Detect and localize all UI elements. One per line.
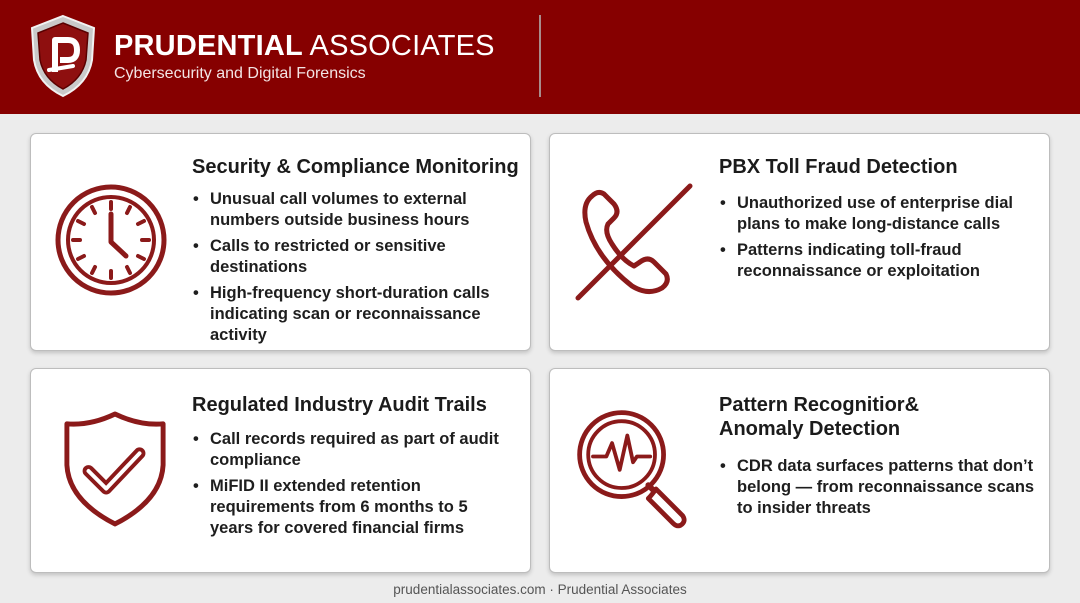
card-title: [719, 393, 919, 441]
brand-tagline: Cybersecurity and Digital Forensics: [114, 65, 366, 82]
list-item: • Unauthorized use of enterprise dial plans to make long-distance calls: [719, 193, 1029, 235]
list-item: • CDR data surfaces patterns that don’t belong — from reconnaissance scans to insider threats: [719, 456, 1037, 519]
magnifier-pulse-icon: [572, 405, 696, 529]
card-title: PBX Toll Fraud Detection: [719, 156, 958, 178]
header-banner: [0, 0, 1080, 114]
bullet-list: [192, 429, 512, 544]
bullet-list: [719, 456, 1037, 524]
card-title-line1: Pattern Recognitior&: [719, 394, 920, 416]
card-pattern-recognition: [549, 368, 1050, 573]
brand-name: [114, 30, 495, 62]
footer-text: prudentialassociates.com · Prudential Associates: [393, 582, 687, 597]
card-title-line2: Anomaly Detection: [719, 418, 901, 440]
card-security-compliance: [30, 133, 531, 351]
header-divider: [539, 15, 541, 97]
card-pbx-toll-fraud: [549, 133, 1050, 351]
list-item: • Unusual call volumes to external numbers outside business hours: [192, 189, 512, 231]
list-item: • Call records required as part of audit compliance: [192, 429, 512, 471]
bullet-list: [192, 189, 512, 351]
list-item: • MiFID II extended retention requirements from 6 months to 5 years for covered financial firms: [192, 476, 512, 539]
card-title: Regulated Industry Audit Trails: [192, 394, 487, 416]
shield-check-icon: [61, 409, 169, 529]
shield-logo-icon: [28, 14, 98, 98]
brand-name-light: ASSOCIATES: [302, 30, 495, 62]
brand-block: [114, 30, 495, 84]
card-title: Security & Compliance Monitoring: [192, 156, 519, 178]
list-item: • Calls to restricted or sensitive destinations: [192, 236, 512, 278]
bullet-list: [719, 193, 1029, 287]
list-item: • Patterns indicating toll-fraud reconnaissance or exploitation: [719, 240, 1029, 282]
card-audit-trails: [30, 368, 531, 573]
list-item: • High-frequency short-duration calls indicating scan or reconnaissance activity: [192, 283, 512, 346]
brand-name-bold: PRUDENTIAL: [114, 30, 303, 62]
clock-icon: [51, 180, 171, 300]
phone-blocked-icon: [574, 182, 694, 302]
